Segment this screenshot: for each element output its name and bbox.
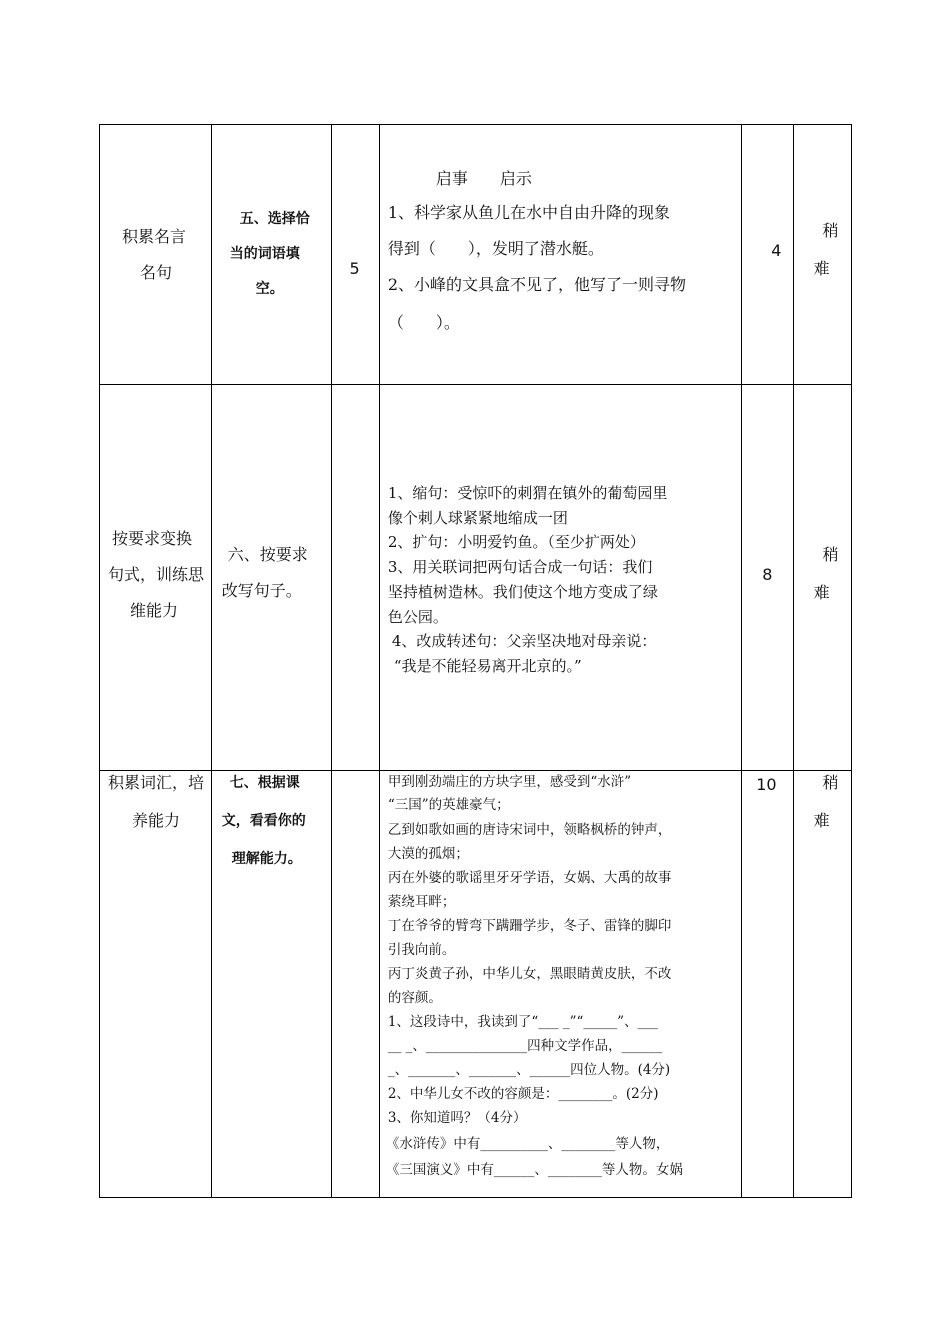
content-line: 乙到如歌如画的唐诗宋词中，领略枫桥的钟声， [387,822,672,838]
content-line: 丙在外婆的歌谣里牙牙学语，女娲、大禹的故事 [387,870,672,886]
content-line: 2、小峰的文具盒不见了，他写了一则寻物 [387,275,687,294]
category-line: 积累名言 [122,227,187,246]
content-line: 的容颜。 [387,990,442,1006]
table-row [100,385,852,771]
content-line: 4、改成转述句：父亲坚决地对母亲说： [391,632,657,650]
score-value: 8 [762,565,773,584]
task-line: 文，看看你的 [221,813,306,829]
count-value: 5 [349,259,360,278]
category-cell [100,125,212,385]
content-line: 得到（ ），发明了潜水艇。 [387,239,604,258]
category-line: 按要求变换 [112,529,193,548]
task-cell [211,125,331,385]
content-line: 丙丁炎黄子孙，中华儿女，黑眼睛黄皮肤，不改 [387,966,672,982]
content-line: 1、科学家从鱼儿在水中自由升降的现象 [387,203,671,222]
difficulty-char: 稍 [822,773,839,792]
content-line: “我是不能轻易离开北京的。” [393,657,582,675]
content-cell [379,771,741,1198]
count-cell [331,125,379,385]
difficulty-char: 难 [813,259,830,278]
content-line: 1、缩句：受惊吓的刺猬在镇外的葡萄园里 [387,484,668,502]
content-line: 3、用关联词把两句话合成一句话：我们 [387,558,653,576]
score-value: 4 [771,241,782,260]
content-line: _、_______、_______、______四位人物。(4分) [387,1062,671,1078]
category-cell [100,385,212,771]
content-line: 色公园。 [387,608,448,626]
difficulty-char: 稍 [822,545,839,564]
content-line: 丁在爷爷的臂弯下蹒跚学步，冬子、雷锋的脚印 [387,918,672,934]
content-cell [379,385,741,771]
content-line: 《三国演义》中有______、________等人物。女娲 [385,1162,683,1178]
task-line: 当的词语填 [229,246,300,262]
count-cell [331,385,379,771]
difficulty-cell [793,385,851,771]
difficulty-char: 稍 [822,221,839,240]
content-line: 引我向前。 [387,942,456,958]
content-line: 1、这段诗中，我读到了“___ _”“_____”、___ [387,1014,658,1030]
category-line: 名句 [140,263,173,282]
content-line: 像个刺人球紧紧地缩成一团 [387,509,568,527]
category-line: 积累词汇，培 [108,773,205,792]
score-cell [742,125,793,385]
task-cell [211,385,331,771]
task-line: 七、根据课 [229,775,300,791]
task-cell [211,771,331,1198]
content-line: 2、扩句：小明爱钓鱼。（至少扩两处） [387,533,645,551]
difficulty-cell [793,771,851,1198]
content-line: 大漠的孤烟； [387,846,469,862]
content-line: __ _、_______________四种文学作品，______ [387,1038,663,1054]
difficulty-cell [793,125,851,385]
content-line: （ ）。 [387,313,460,332]
table-row [100,125,852,385]
content-line: 2、中华儿女不改的容颜是：________。(2分) [387,1086,659,1102]
table-row [100,771,852,1198]
category-cell [100,771,212,1198]
count-cell [331,771,379,1198]
content-line: 甲到刚劲端庄的方块字里，感受到“水浒” [387,774,632,790]
task-line: 改写句子。 [221,581,302,600]
content-line: 《水浒传》中有__________、________等人物， [385,1136,670,1152]
content-line: 萦绕耳畔； [387,894,456,910]
category-line: 句式，训练思 [108,565,205,584]
task-line: 空。 [255,281,284,297]
task-line: 五、选择恰 [239,211,310,227]
category-line: 维能力 [130,601,179,620]
score-cell [742,771,793,1198]
content-cell [379,125,741,385]
content-line: 坚持植树造林。我们使这个地方变成了绿 [387,583,658,601]
task-line: 理解能力。 [231,851,302,867]
category-line: 养能力 [132,811,181,830]
difficulty-char: 难 [813,583,830,602]
content-line: “三国”的英雄豪气； [387,797,510,813]
lesson-plan-table [99,124,852,1198]
task-line: 六、按要求 [227,545,308,564]
difficulty-char: 难 [813,811,830,830]
content-line: 3、你知道吗？（4分） [387,1110,527,1126]
content-line: 启事 启示 [435,169,532,188]
score-value: 10 [756,775,777,794]
score-cell [742,385,793,771]
